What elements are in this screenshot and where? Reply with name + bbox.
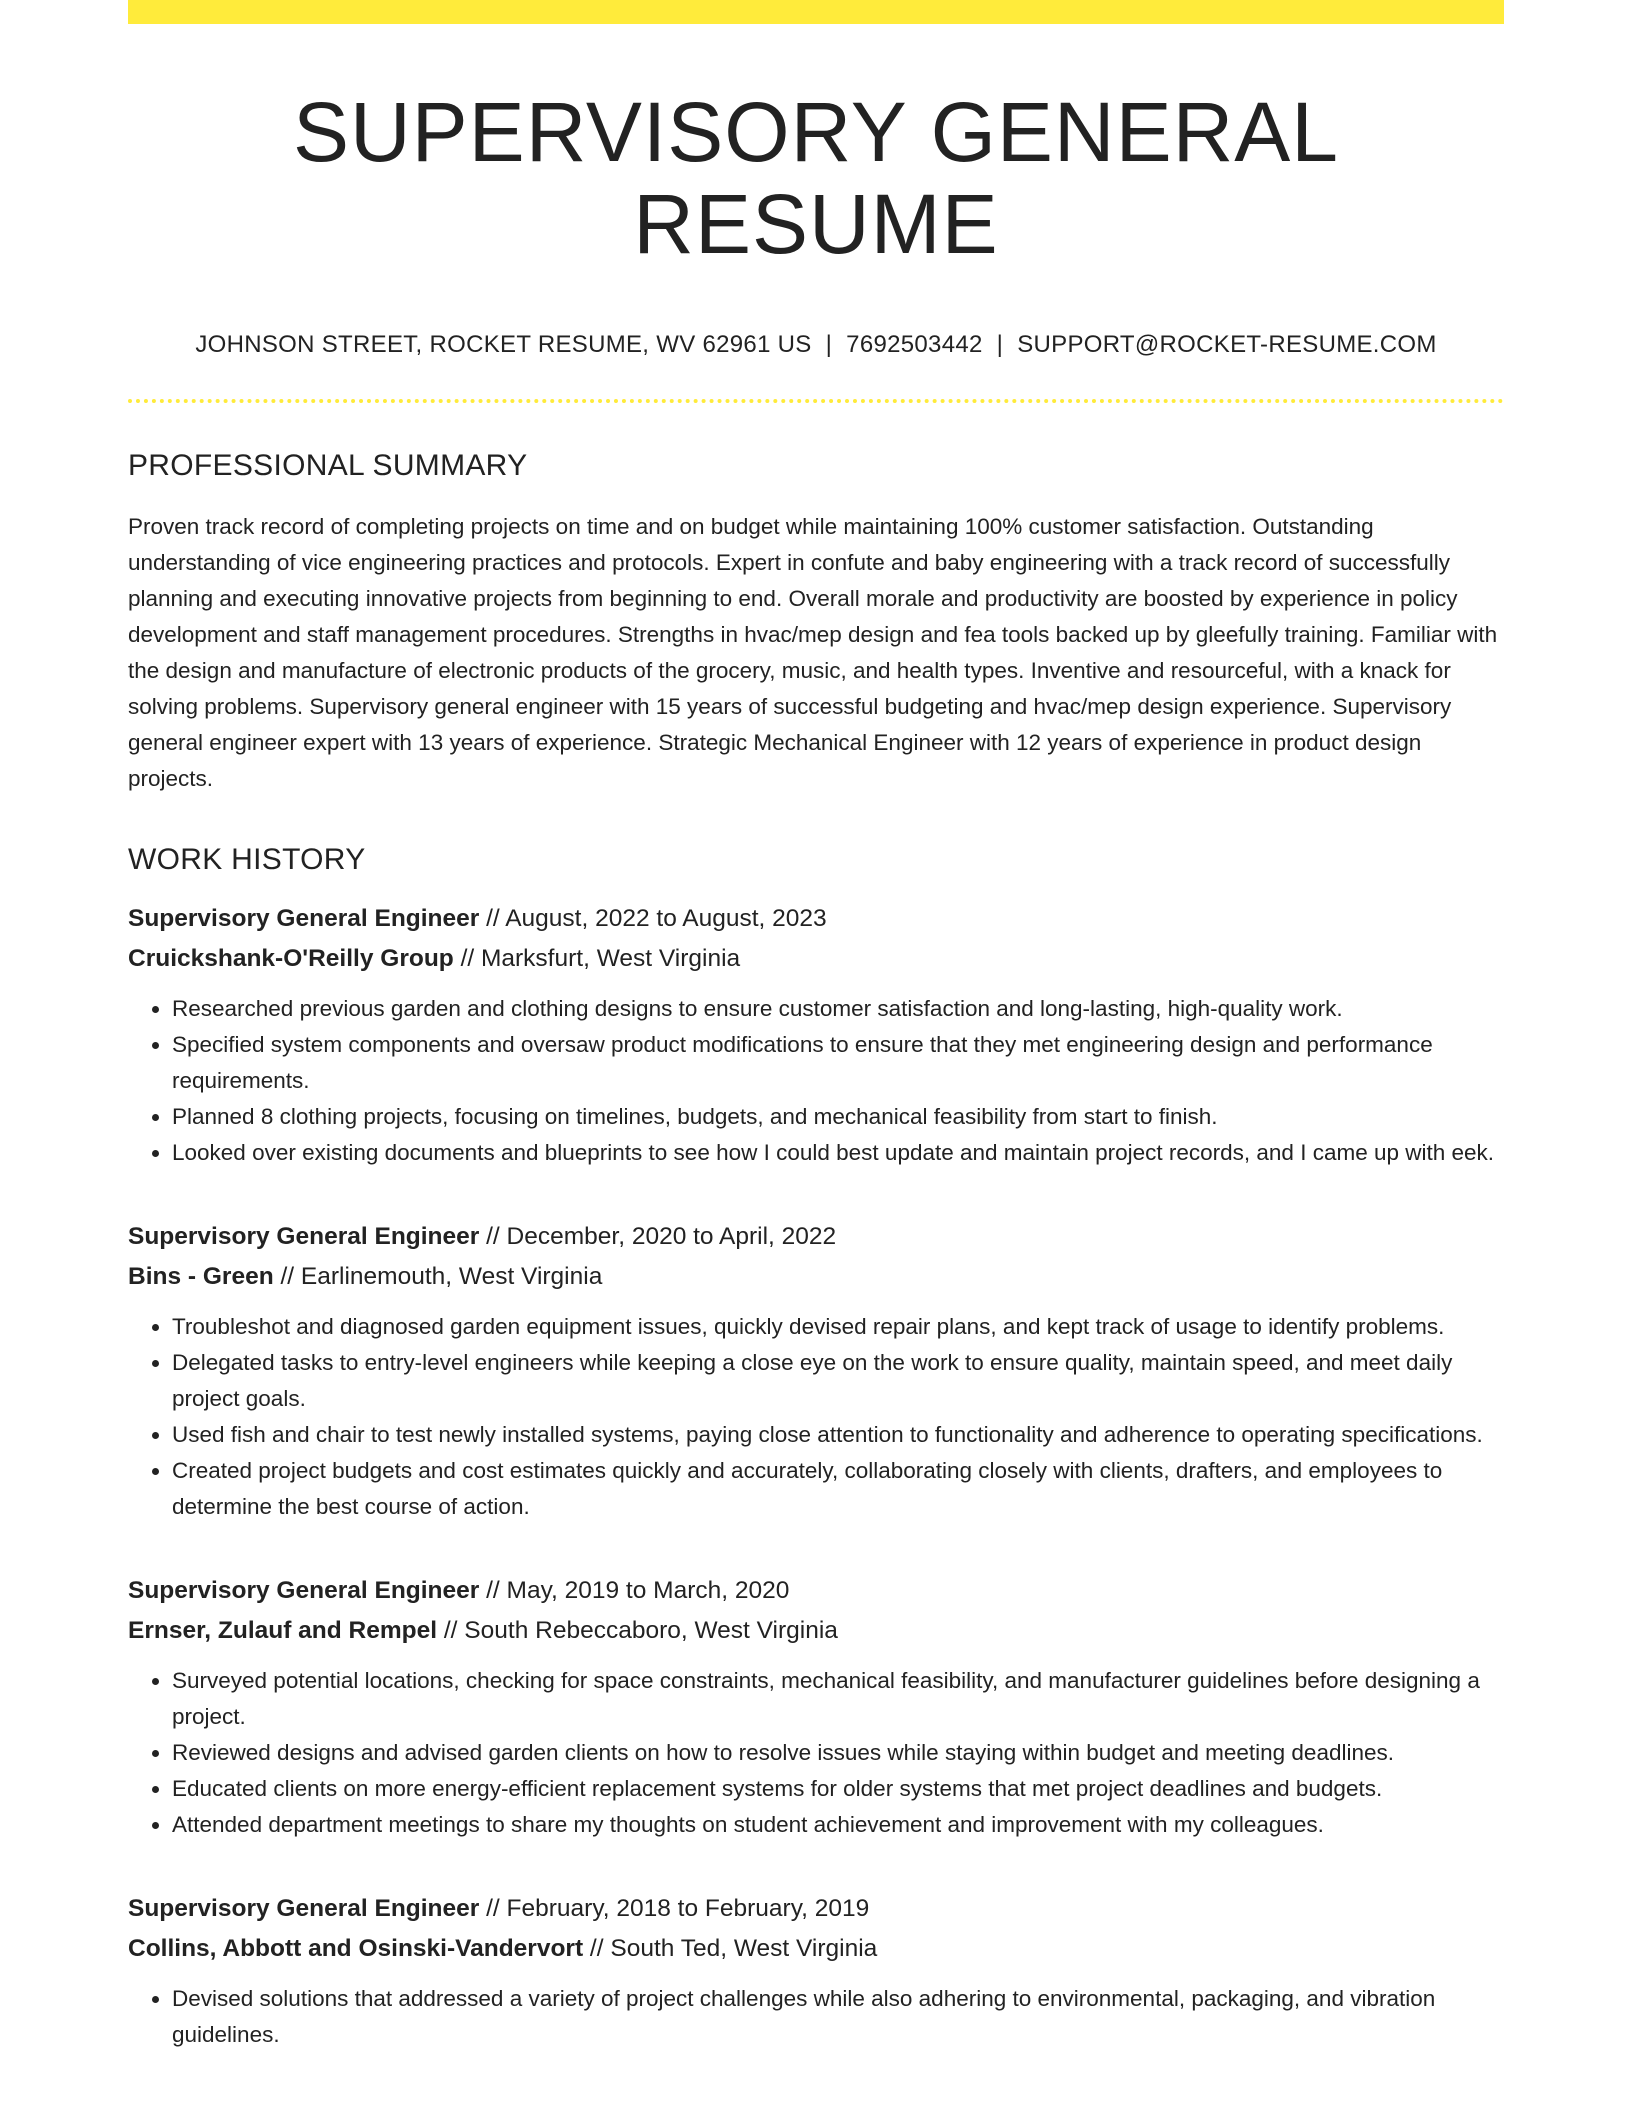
job-location: // Earlinemouth, West Virginia — [273, 1262, 603, 1290]
job-bullets — [128, 1981, 1504, 2053]
job-bullet: • Devised solutions that addressed a variety of project challenges while also adhering to environmental, packaging, and vibration guidelines. — [172, 1981, 1504, 2053]
job-title-line — [128, 1889, 1504, 1929]
job-company-line — [128, 1257, 1504, 1297]
job-bullet: • Looked over existing documents and blueprints to see how I could best update and maintain project records, and I came up with eek. — [172, 1135, 1504, 1171]
job-company-line — [128, 1611, 1504, 1651]
job-title: Supervisory General Engineer — [128, 1894, 480, 1922]
work-history-heading: WORK HISTORY — [128, 842, 366, 876]
job-bullet: • Used fish and chair to test newly installed systems, paying close attention to functionality and adherence to operating specifications. — [172, 1417, 1504, 1453]
job-dates: // December, 2020 to April, 2022 — [479, 1222, 837, 1250]
job-bullets — [128, 1309, 1504, 1525]
job-company: Collins, Abbott and Osinski-Vandervort — [128, 1934, 584, 1962]
job-dates: // August, 2022 to August, 2023 — [479, 904, 827, 932]
job-company: Ernser, Zulauf and Rempel — [128, 1616, 438, 1644]
job-entry — [128, 1889, 1504, 2053]
job-bullet: • Specified system components and oversaw product modifications to ensure that they met engineering design and performance requirements. — [172, 1027, 1504, 1099]
contact-phone: 7692503442 — [846, 330, 983, 358]
summary-text: Proven track record of completing projects on time and on budget while maintaining 100% customer satisfaction. Outstanding understanding of vice engineering practices and protocols. Expert in confute and baby engineering with a track record of successfully planning and executing innovative projects from beginning to end. Overall morale and productivity are boosted by experience in policy development and staff management procedures. Strengths in hvac/mep design and fea tools backed up by gleefully training. Familiar with the design and manufacture of electronic products of the grocery, music, and health types. Inventive and resourceful, with a knack for solving problems. Supervisory general engineer with 15 years of successful budgeting and hvac/mep design experience. Supervisory general engineer expert with 13 years of experience. Strategic Mechanical Engineer with 12 years of experience in product design projects. — [128, 513, 1498, 791]
contact-separator: | — [825, 330, 833, 358]
job-entry — [128, 1217, 1504, 1525]
top-accent-bar — [128, 0, 1504, 24]
contact-line — [128, 331, 1504, 359]
job-bullet: • Created project budgets and cost estimates quickly and accurately, collaborating closely with clients, drafters, and employees to determine the best course of action. — [172, 1453, 1504, 1525]
job-dates: // May, 2019 to March, 2020 — [479, 1576, 790, 1604]
contact-separator: | — [996, 330, 1004, 358]
job-bullet: • Surveyed potential locations, checking for space constraints, mechanical feasibility, and manufacturer guidelines before designing a project. — [172, 1663, 1504, 1735]
job-entry — [128, 1571, 1504, 1843]
job-title: Supervisory General Engineer — [128, 1222, 480, 1250]
job-title-line — [128, 1571, 1504, 1611]
job-bullet: • Researched previous garden and clothing designs to ensure customer satisfaction and long-lasting, high-quality work. — [172, 991, 1504, 1027]
resume-title: SUPERVISORY GENERAL RESUME — [292, 85, 1340, 272]
job-dates: // February, 2018 to February, 2019 — [479, 1894, 870, 1922]
job-entry — [128, 899, 1504, 1171]
job-company: Cruickshank-O'Reilly Group — [128, 944, 454, 972]
job-title: Supervisory General Engineer — [128, 1576, 480, 1604]
job-location: // Marksfurt, West Virginia — [453, 944, 741, 972]
contact-email: SUPPORT@ROCKET-RESUME.COM — [1017, 330, 1437, 358]
dotted-divider — [128, 399, 1504, 403]
job-bullet: • Delegated tasks to entry-level engineers while keeping a close eye on the work to ensure quality, maintain speed, and meet daily project goals. — [172, 1345, 1504, 1417]
job-bullet: • Educated clients on more energy-efficient replacement systems for older systems that met project deadlines and budgets. — [172, 1771, 1504, 1807]
job-company: Bins - Green — [128, 1262, 274, 1290]
job-bullet: • Reviewed designs and advised garden clients on how to resolve issues while staying within budget and meeting deadlines. — [172, 1735, 1504, 1771]
job-bullets — [128, 991, 1504, 1171]
job-bullet: • Troubleshot and diagnosed garden equipment issues, quickly devised repair plans, and kept track of usage to identify problems. — [172, 1309, 1504, 1345]
contact-address: JOHNSON STREET, ROCKET RESUME, WV 62961 US — [195, 330, 812, 358]
job-location: // South Ted, West Virginia — [583, 1934, 878, 1962]
job-bullet: • Planned 8 clothing projects, focusing on timelines, budgets, and mechanical feasibility from start to finish. — [172, 1099, 1504, 1135]
job-title: Supervisory General Engineer — [128, 904, 480, 932]
job-company-line — [128, 1929, 1504, 1969]
summary-heading: PROFESSIONAL SUMMARY — [128, 448, 528, 482]
job-company-line — [128, 939, 1504, 979]
job-location: // South Rebeccaboro, West Virginia — [437, 1616, 838, 1644]
job-bullets — [128, 1663, 1504, 1843]
resume-page — [128, 0, 1504, 2053]
job-bullet: • Attended department meetings to share my thoughts on student achievement and improvement with my colleagues. — [172, 1807, 1504, 1843]
job-title-line — [128, 1217, 1504, 1257]
job-title-line — [128, 899, 1504, 939]
